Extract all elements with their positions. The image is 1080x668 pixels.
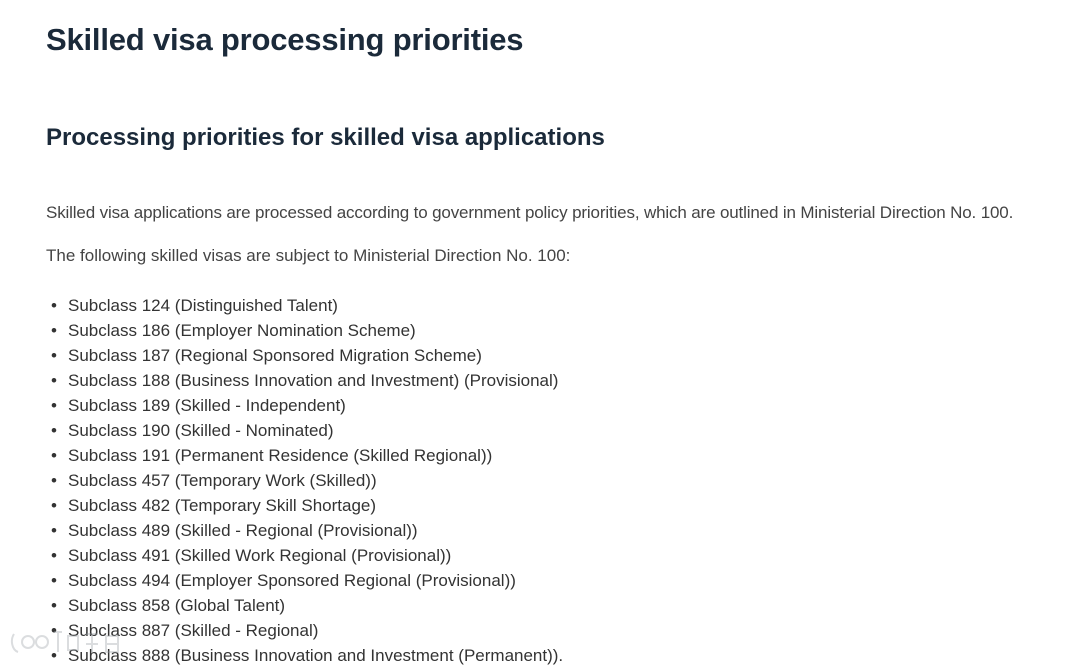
bullet-icon: •	[51, 546, 57, 565]
list-item-label: Subclass 189 (Skilled - Independent)	[68, 396, 346, 415]
bullet-icon: •	[51, 496, 57, 515]
list-item	[51, 443, 563, 468]
bullet-icon: •	[51, 321, 57, 340]
list-item-label: Subclass 491 (Skilled Work Regional (Provisional))	[68, 546, 452, 565]
list-item	[51, 393, 563, 418]
watermark-logo-icon	[8, 624, 138, 660]
list-item-label: Subclass 188 (Business Innovation and Investment) (Provisional)	[68, 371, 559, 390]
lead-paragraph: The following skilled visas are subject to Ministerial Direction No. 100:	[46, 246, 571, 265]
bullet-icon: •	[51, 421, 57, 440]
list-item-label: Subclass 858 (Global Talent)	[68, 596, 286, 615]
bullet-icon: •	[51, 446, 57, 465]
bullet-icon: •	[51, 571, 57, 590]
list-item	[51, 368, 563, 393]
list-item-label: Subclass 186 (Employer Nomination Scheme)	[68, 321, 416, 340]
bullet-icon: •	[51, 371, 57, 390]
list-item-label: Subclass 888 (Business Innovation and Investment (Permanent)).	[68, 646, 564, 665]
list-item-label: Subclass 457 (Temporary Work (Skilled))	[68, 471, 377, 490]
list-item	[51, 518, 563, 543]
list-item	[51, 568, 563, 593]
list-item-label: Subclass 187 (Regional Sponsored Migration Scheme)	[68, 346, 482, 365]
intro-paragraph: Skilled visa applications are processed according to government policy priorities, which are outlined in Ministerial Direction No. 100.	[46, 203, 1014, 222]
bullet-icon: •	[51, 596, 57, 615]
list-item-label: Subclass 494 (Employer Sponsored Regional (Provisional))	[68, 571, 516, 590]
list-item	[51, 343, 563, 368]
list-item-label: Subclass 124 (Distinguished Talent)	[68, 296, 338, 315]
bullet-icon: •	[51, 296, 57, 315]
list-item	[51, 618, 563, 643]
list-item-label: Subclass 887 (Skilled - Regional)	[68, 621, 319, 640]
list-item-label: Subclass 191 (Permanent Residence (Skilled Regional))	[68, 446, 493, 465]
bullet-icon: •	[51, 396, 57, 415]
page-title: Skilled visa processing priorities	[46, 22, 524, 57]
list-item-label: Subclass 190 (Skilled - Nominated)	[68, 421, 334, 440]
list-item-label: Subclass 489 (Skilled - Regional (Provisional))	[68, 521, 418, 540]
visa-list	[46, 293, 563, 668]
list-item	[51, 493, 563, 518]
list-item	[51, 418, 563, 443]
list-item	[51, 643, 564, 668]
list-item	[51, 593, 563, 618]
bullet-icon: •	[51, 471, 57, 490]
bullet-icon: •	[51, 646, 57, 665]
list-item	[51, 318, 563, 343]
list-item	[51, 293, 563, 318]
list-item-label: Subclass 482 (Temporary Skill Shortage)	[68, 496, 377, 515]
list-item	[51, 468, 563, 493]
bullet-icon: •	[51, 621, 57, 640]
bullet-icon: •	[51, 521, 57, 540]
list-item	[51, 543, 563, 568]
section-heading: Processing priorities for skilled visa applications	[46, 124, 605, 151]
bullet-icon: •	[51, 346, 57, 365]
